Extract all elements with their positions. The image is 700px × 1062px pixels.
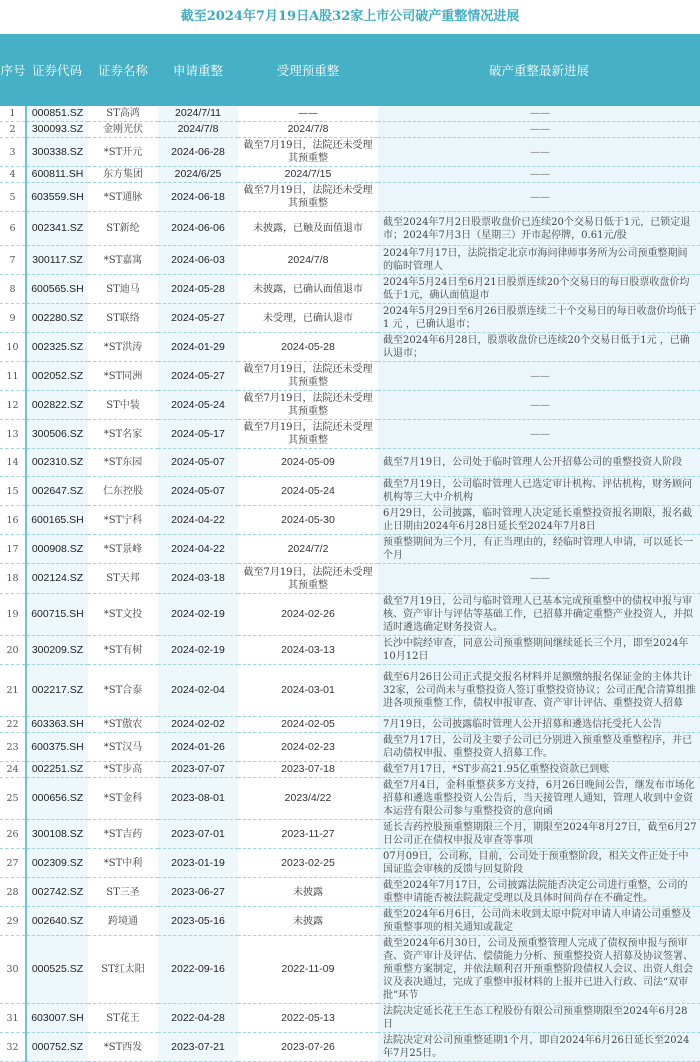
security-code: 002280.SZ [26,304,88,333]
accept-status: —— [238,106,378,122]
apply-date: 2024-03-18 [158,564,238,594]
row-number: 11 [0,362,26,391]
security-name: *ST步高 [88,762,158,778]
latest-progress: 截至2024年6月28日，股票收盘价已连续20个交易日低于1元 ，已确认退市； [378,333,700,362]
apply-date: 2023-01-19 [158,849,238,878]
apply-date: 2024-05-17 [158,420,238,449]
table-row [0,138,700,167]
security-name: *ST傲农 [88,717,158,733]
security-name: 金刚光伏 [88,122,158,138]
security-code: 002325.SZ [26,333,88,362]
apply-date: 2024-01-29 [158,333,238,362]
latest-progress: 截至2024年7月2日股票收盘价已连续20个交易日低于1元，已锁定退市；2024年7月3日（星期三）开市起停牌，0.61元/股 [378,212,700,246]
table-row [0,362,700,391]
table-row [0,449,700,477]
security-name: *ST文投 [88,594,158,636]
security-code: 002052.SZ [26,362,88,391]
accept-status: 未受理，已确认退市 [238,304,378,333]
security-name: *ST汉马 [88,733,158,762]
apply-date: 2024-06-28 [158,138,238,167]
accept-status: 截至7月19日，法院还未受理其预重整 [238,391,378,420]
accept-status: 2024/7/8 [238,246,378,275]
security-code: 300338.SZ [26,138,88,167]
security-code: 603363.SH [26,717,88,733]
security-name: *ST开元 [88,138,158,167]
security-name: 跨境通 [88,907,158,936]
apply-date: 2023-07-01 [158,820,238,849]
table-row [0,304,700,333]
apply-date: 2022-04-28 [158,1004,238,1033]
row-number: 24 [0,762,26,778]
security-code: 000525.SZ [26,936,88,1004]
table-row [0,183,700,212]
header-code: 证券代码 [26,34,88,106]
row-number: 10 [0,333,26,362]
table-row [0,477,700,506]
security-name: ST花王 [88,1004,158,1033]
latest-progress: 长沙中院经审查，同意公司预重整期间继续延长三个月，即至2024年10月12日 [378,636,700,665]
table-row [0,594,700,636]
latest-progress: 截至6月26日公司正式提交报名材料并足额缴纳报名保证金的主体共计32家，公司尚未与重整投资人签订重整投资协议；公司正配合清算组推进各项预重整工作，债权申报审查、资产审计评估、重整投资人招募 [378,665,700,717]
table-row [0,535,700,564]
security-name: ST红太阳 [88,936,158,1004]
latest-progress: —— [378,362,700,391]
row-number: 3 [0,138,26,167]
latest-progress: —— [378,564,700,594]
row-number: 32 [0,1033,26,1062]
apply-date: 2024-05-07 [158,477,238,506]
row-number: 4 [0,167,26,183]
accept-status: 2024-03-13 [238,636,378,665]
table-row [0,878,700,907]
apply-date: 2024-05-27 [158,304,238,333]
security-name: *ST西发 [88,1033,158,1062]
security-name: *ST名家 [88,420,158,449]
security-name: 仁东控股 [88,477,158,506]
security-code: 002251.SZ [26,762,88,778]
accept-status: 未披露，已触及面值退市 [238,212,378,246]
accept-status: 2024-05-24 [238,477,378,506]
security-name: *ST嘉寓 [88,246,158,275]
security-code: 600565.SH [26,275,88,304]
apply-date: 2024/6/25 [158,167,238,183]
security-name: ST三圣 [88,878,158,907]
apply-date: 2024-05-27 [158,362,238,391]
row-number: 17 [0,535,26,564]
accept-status: 2024-02-26 [238,594,378,636]
table-row [0,246,700,275]
row-number: 14 [0,449,26,477]
latest-progress: 截至7月19日，公司处于临时管理人公开招募公司的重整投资人阶段 [378,449,700,477]
table-row [0,762,700,778]
apply-date: 2024-01-26 [158,733,238,762]
row-number: 31 [0,1004,26,1033]
table-row [0,636,700,665]
header-accept: 受理预重整 [238,34,378,106]
latest-progress: —— [378,167,700,183]
apply-date: 2023-05-16 [158,907,238,936]
apply-date: 2024-02-19 [158,636,238,665]
accept-status: 2024/7/15 [238,167,378,183]
security-code: 002217.SZ [26,665,88,717]
row-number: 28 [0,878,26,907]
security-code: 000908.SZ [26,535,88,564]
accept-status: 2024-05-28 [238,333,378,362]
accept-status: 未披露 [238,878,378,907]
latest-progress: 2024年7月17日，法院指定北京市海问律师事务所为公司预重整期间的临时管理人 [378,246,700,275]
security-code: 002124.SZ [26,564,88,594]
row-number: 6 [0,212,26,246]
table-row [0,1033,700,1062]
apply-date: 2024-06-18 [158,183,238,212]
row-number: 5 [0,183,26,212]
apply-date: 2024-06-03 [158,246,238,275]
row-number: 25 [0,778,26,820]
accept-status: 2024-02-05 [238,717,378,733]
accept-status: 2023-07-18 [238,762,378,778]
apply-date: 2024-04-22 [158,506,238,535]
security-name: 东方集团 [88,167,158,183]
table-row [0,122,700,138]
accept-status: 2023-07-26 [238,1033,378,1062]
latest-progress: 法院决定对公司预重整延期1个月，即自2024年6月26日延长至2024年7月25日。 [378,1033,700,1062]
security-name: *ST中利 [88,849,158,878]
security-code: 603559.SH [26,183,88,212]
security-name: ST迪马 [88,275,158,304]
table-row [0,820,700,849]
security-name: ST新纶 [88,212,158,246]
security-code: 002640.SZ [26,907,88,936]
table-row [0,506,700,535]
security-code: 600715.SH [26,594,88,636]
apply-date: 2024-04-22 [158,535,238,564]
header-progress: 破产重整最新进展 [378,34,700,106]
row-number: 12 [0,391,26,420]
row-number: 9 [0,304,26,333]
security-name: *ST合泰 [88,665,158,717]
latest-progress: 2024年5月24日至6月21日股票连续20个交易日的每日股票收盘价均低于1元，确认面值退市 [378,275,700,304]
security-name: *ST东园 [88,449,158,477]
latest-progress: 2024年5月29日至6月26日股票连续二十个交易日的每日收盘价均低于1 元 ，已确认退市； [378,304,700,333]
header-apply: 申请重整 [158,34,238,106]
apply-date: 2023-08-01 [158,778,238,820]
table-row [0,1004,700,1033]
table-row [0,778,700,820]
latest-progress: —— [378,183,700,212]
row-number: 8 [0,275,26,304]
security-code: 600165.SH [26,506,88,535]
security-code: 002647.SZ [26,477,88,506]
security-name: *ST有树 [88,636,158,665]
apply-date: 2024/7/8 [158,122,238,138]
latest-progress: —— [378,138,700,167]
security-code: 600375.SH [26,733,88,762]
accept-status: 2024-05-09 [238,449,378,477]
accept-status: 2022-05-13 [238,1004,378,1033]
row-number: 30 [0,936,26,1004]
table-header-row [0,34,700,106]
security-code: 300108.SZ [26,820,88,849]
security-name: *ST通脉 [88,183,158,212]
row-number: 1 [0,106,26,122]
latest-progress: 延长吉药控股预重整期限三个月，期限至2024年8月27日，截至6月27日公司正在债权申报及审查等事项 [378,820,700,849]
apply-date: 2023-06-27 [158,878,238,907]
latest-progress: 截至7月19日，公司临时管理人已选定审计机构、评估机构，财务顾问机构等三大中介机构 [378,477,700,506]
restructuring-table [0,34,700,1062]
security-name: *ST洪涛 [88,333,158,362]
accept-status: 截至7月19日，法院还未受理其预重整 [238,138,378,167]
accept-status: 2022-11-09 [238,936,378,1004]
table-body [0,106,700,1062]
latest-progress: 法院决定延长花王生态工程股份有限公司预重整期限至2024年6月28日 [378,1004,700,1033]
table-row [0,212,700,246]
apply-date: 2024-05-07 [158,449,238,477]
latest-progress: —— [378,106,700,122]
accept-status: 截至7月19日，法院还未受理其预重整 [238,420,378,449]
row-number: 23 [0,733,26,762]
security-code: 600811.SH [26,167,88,183]
table-row [0,936,700,1004]
latest-progress: 截至7月17日，*ST步高21.95亿重整投资款已到账 [378,762,700,778]
table-row [0,717,700,733]
security-code: 002742.SZ [26,878,88,907]
latest-progress: —— [378,391,700,420]
table-row [0,333,700,362]
header-name: 证券名称 [88,34,158,106]
table-row [0,733,700,762]
table-row [0,564,700,594]
apply-date: 2024-02-19 [158,594,238,636]
latest-progress: 截至2024年6月6日，公司尚未收到太原中院对申请人申请公司重整及预重整事项的相关通知或裁定 [378,907,700,936]
table-row [0,391,700,420]
row-number: 2 [0,122,26,138]
accept-status: 2023-02-25 [238,849,378,878]
table-row [0,907,700,936]
apply-date: 2024/7/11 [158,106,238,122]
accept-status: 2023/4/22 [238,778,378,820]
row-number: 21 [0,665,26,717]
security-code: 002822.SZ [26,391,88,420]
security-code: 002310.SZ [26,449,88,477]
accept-status: 截至7月19日，法院还未受理其预重整 [238,362,378,391]
latest-progress: —— [378,122,700,138]
table-row [0,665,700,717]
latest-progress: 截至7月4日，金科重整获多方支持，6月26日晚间公告，继发布市场化招募和遴选重整投资人公告后，当天接管理人通知，管理人收到中金资本运营有限公司参与重整投资的意向函 [378,778,700,820]
apply-date: 2024-05-28 [158,275,238,304]
row-number: 16 [0,506,26,535]
security-code: 603007.SH [26,1004,88,1033]
accept-status: 截至7月19日，法院还未受理其预重整 [238,183,378,212]
row-number: 22 [0,717,26,733]
apply-date: 2022-09-16 [158,936,238,1004]
accept-status: 2024-05-30 [238,506,378,535]
accept-status: 2024-03-01 [238,665,378,717]
accept-status: 2024-02-23 [238,733,378,762]
latest-progress: 截至7月17日，公司及主要子公司已分别进入预重整及重整程序，并已启动债权申报、重整投资人招募工作。 [378,733,700,762]
apply-date: 2024-05-24 [158,391,238,420]
security-code: 300117.SZ [26,246,88,275]
row-number: 29 [0,907,26,936]
security-code: 300093.SZ [26,122,88,138]
table-row [0,167,700,183]
latest-progress: 截至2024年7月17日，公司披露法院能否决定公司进行重整，公司的重整申请能否被法院裁定受理以及具体时间尚存在不确定性。 [378,878,700,907]
security-name: ST高鸿 [88,106,158,122]
row-number: 27 [0,849,26,878]
accept-status: 截至7月19日，法院还未受理其预重整 [238,564,378,594]
row-number: 13 [0,420,26,449]
latest-progress: 预重整期间为三个月，有正当理由的，经临时管理人申请，可以延长一个月 [378,535,700,564]
row-number: 20 [0,636,26,665]
latest-progress: 截至7月19日，公司与临时管理人已基本完成预重整中的债权申报与审核、资产审计与评估等基础工作，已招募并确定重整产业投资人，并拟适时遴选确定财务投资人。 [378,594,700,636]
security-name: *ST宁科 [88,506,158,535]
security-name: ST中装 [88,391,158,420]
security-code: 300209.SZ [26,636,88,665]
apply-date: 2024-02-02 [158,717,238,733]
security-code: 000752.SZ [26,1033,88,1062]
security-code: 300506.SZ [26,420,88,449]
latest-progress: 截至2024年6月30日，公司及预重整管理人完成了债权预申报与预审查、资产审计及评估、偿债能力分析、预重整投资人招募及协议签署、预重整方案制定，并依法顺利召开预重整阶段债权人会议、出资人组会议及表决通过，完成了重整申报材料的上报并已进入行政、司法“双审批”环节 [378,936,700,1004]
table-row [0,106,700,122]
header-no: 序号 [0,34,26,106]
row-number: 26 [0,820,26,849]
row-number: 7 [0,246,26,275]
security-name: *ST景峰 [88,535,158,564]
security-name: *ST吉药 [88,820,158,849]
accept-status: 未披露，已确认面值退市 [238,275,378,304]
security-code: 000851.SZ [26,106,88,122]
security-name: ST联络 [88,304,158,333]
row-number: 15 [0,477,26,506]
page-title: 截至2024年7月19日A股32家上市公司破产重整情况进展 [180,9,520,24]
apply-date: 2024-02-04 [158,665,238,717]
table-row [0,275,700,304]
row-number: 19 [0,594,26,636]
accept-status: 未披露 [238,907,378,936]
security-name: ST天邦 [88,564,158,594]
latest-progress: —— [378,420,700,449]
table-row [0,849,700,878]
security-name: *ST同洲 [88,362,158,391]
accept-status: 2024/7/8 [238,122,378,138]
latest-progress: 07月09日，公司称，目前，公司处于预重整阶段，相关文件正处于中国证监会审核的反馈与回复阶段 [378,849,700,878]
apply-date: 2024-06-06 [158,212,238,246]
security-code: 000656.SZ [26,778,88,820]
latest-progress: 7月19日，公司披露临时管理人公开招募和遴选信托受托人公告 [378,717,700,733]
latest-progress: 6月29日，公司披露，临时管理人决定延长重整投资报名期限，报名截止日期由2024年6月28日延长至2024年7月8日 [378,506,700,535]
security-code: 002309.SZ [26,849,88,878]
row-number: 18 [0,564,26,594]
security-code: 002341.SZ [26,212,88,246]
apply-date: 2023-07-21 [158,1033,238,1062]
accept-status: 2024/7/2 [238,535,378,564]
apply-date: 2023-07-07 [158,762,238,778]
accept-status: 2023-11-27 [238,820,378,849]
security-name: *ST金科 [88,778,158,820]
table-row [0,420,700,449]
